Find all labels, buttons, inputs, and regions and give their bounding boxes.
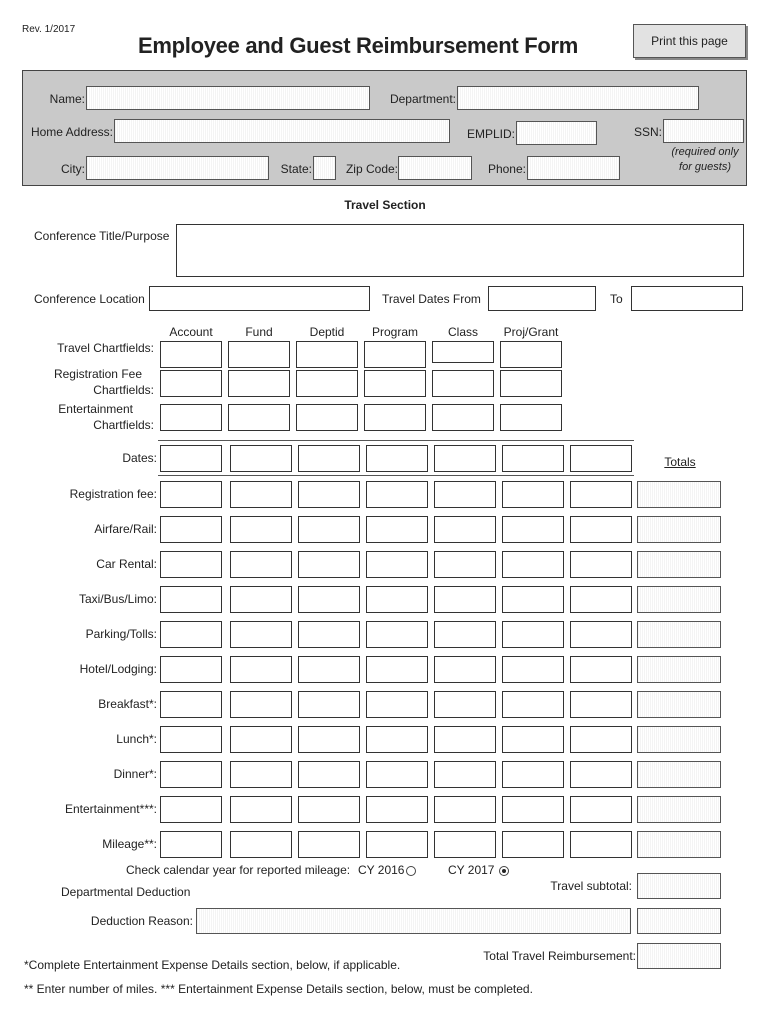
department-field[interactable] bbox=[457, 86, 699, 110]
chartfield-cell[interactable] bbox=[500, 404, 562, 431]
expense-cell[interactable] bbox=[160, 796, 222, 823]
expense-cell[interactable] bbox=[434, 586, 496, 613]
expense-total-cell[interactable] bbox=[637, 831, 721, 858]
expense-cell[interactable] bbox=[230, 621, 292, 648]
expense-cell[interactable] bbox=[298, 621, 360, 648]
phone-field[interactable] bbox=[527, 156, 620, 180]
expense-cell[interactable] bbox=[230, 516, 292, 543]
expense-total-cell[interactable] bbox=[637, 516, 721, 543]
home-address-field[interactable] bbox=[114, 119, 450, 143]
expense-cell[interactable] bbox=[570, 831, 632, 858]
ssn-note bbox=[660, 145, 750, 175]
expense-cell[interactable] bbox=[366, 516, 428, 543]
travel-dates-from-label: Travel Dates From bbox=[382, 292, 481, 306]
travel-subtotal-label: Travel subtotal: bbox=[550, 879, 632, 893]
expense-cell[interactable] bbox=[366, 481, 428, 508]
departmental-deduction-label: Departmental Deduction bbox=[61, 885, 191, 899]
column-header-account: Account bbox=[169, 325, 213, 339]
phone-label: Phone: bbox=[487, 162, 526, 176]
expense-row-label: Entertainment***: bbox=[64, 802, 157, 816]
expense-cell[interactable] bbox=[230, 761, 292, 788]
expense-cell[interactable] bbox=[434, 516, 496, 543]
expense-cell[interactable] bbox=[434, 551, 496, 578]
expense-cell[interactable] bbox=[230, 551, 292, 578]
travel-chartfields-label: Travel Chartfields: bbox=[57, 341, 154, 355]
department-label: Department: bbox=[389, 92, 456, 106]
chartfield-cell[interactable] bbox=[500, 341, 562, 368]
expense-cell[interactable] bbox=[502, 691, 564, 718]
expense-cell[interactable] bbox=[502, 481, 564, 508]
expense-cell[interactable] bbox=[570, 726, 632, 753]
expense-cell[interactable] bbox=[230, 656, 292, 683]
expense-cell[interactable] bbox=[160, 691, 222, 718]
total-travel-reimbursement-field[interactable] bbox=[637, 943, 721, 969]
expense-cell[interactable] bbox=[298, 726, 360, 753]
expense-cell[interactable] bbox=[298, 516, 360, 543]
deduction-reason-label: Deduction Reason: bbox=[90, 914, 193, 928]
expense-total-cell[interactable] bbox=[637, 691, 721, 718]
expense-total-cell[interactable] bbox=[637, 656, 721, 683]
expense-total-cell[interactable] bbox=[637, 796, 721, 823]
date-cell[interactable] bbox=[366, 445, 428, 472]
form-title: Employee and Guest Reimbursement Form bbox=[138, 33, 579, 58]
expense-cell[interactable] bbox=[502, 551, 564, 578]
chartfield-cell[interactable] bbox=[296, 370, 358, 397]
expense-cell[interactable] bbox=[230, 796, 292, 823]
expense-cell[interactable] bbox=[502, 586, 564, 613]
expense-cell[interactable] bbox=[502, 761, 564, 788]
chartfield-cell[interactable] bbox=[432, 404, 494, 431]
expense-cell[interactable] bbox=[570, 621, 632, 648]
date-cell[interactable] bbox=[502, 445, 564, 472]
conference-location-field[interactable] bbox=[149, 286, 370, 311]
departmental-deduction-field[interactable] bbox=[637, 908, 721, 934]
expense-cell[interactable] bbox=[366, 691, 428, 718]
ssn-field[interactable] bbox=[663, 119, 744, 143]
expense-total-cell[interactable] bbox=[637, 586, 721, 613]
expense-cell[interactable] bbox=[160, 831, 222, 858]
expense-cell[interactable] bbox=[434, 796, 496, 823]
zip-label: Zip Code: bbox=[345, 162, 398, 176]
divider-bottom bbox=[158, 475, 634, 476]
column-header-fund: Fund bbox=[245, 325, 273, 339]
chartfield-cell[interactable] bbox=[296, 404, 358, 431]
expense-row-label: Dinner*: bbox=[113, 767, 157, 781]
expense-cell[interactable] bbox=[366, 621, 428, 648]
chartfield-cell[interactable] bbox=[364, 341, 426, 368]
expense-cell[interactable] bbox=[502, 796, 564, 823]
totals-label: Totals bbox=[664, 455, 696, 469]
chartfield-cell[interactable] bbox=[228, 404, 290, 431]
name-field[interactable] bbox=[86, 86, 370, 110]
expense-cell[interactable] bbox=[570, 761, 632, 788]
zip-field[interactable] bbox=[398, 156, 472, 180]
column-header-deptid: Deptid bbox=[309, 325, 345, 339]
date-cell[interactable] bbox=[570, 445, 632, 472]
emplid-label: EMPLID: bbox=[466, 127, 515, 141]
deduction-reason-field[interactable] bbox=[196, 908, 631, 934]
expense-cell[interactable] bbox=[502, 831, 564, 858]
expense-cell[interactable] bbox=[160, 551, 222, 578]
state-field[interactable] bbox=[313, 156, 336, 180]
expense-cell[interactable] bbox=[230, 586, 292, 613]
expense-cell[interactable] bbox=[298, 831, 360, 858]
expense-cell[interactable] bbox=[160, 656, 222, 683]
cy2016-radio[interactable] bbox=[406, 866, 416, 876]
registration-fee-chartfields-label2: Chartfields: bbox=[93, 383, 154, 397]
expense-cell[interactable] bbox=[570, 481, 632, 508]
footnote-miles: ** Enter number of miles. *** Entertainment Expense Details section, below, must be completed. bbox=[24, 982, 533, 996]
expense-cell[interactable] bbox=[160, 726, 222, 753]
date-cell[interactable] bbox=[434, 445, 496, 472]
expense-cell[interactable] bbox=[502, 656, 564, 683]
expense-total-cell[interactable] bbox=[637, 761, 721, 788]
ssn-note-line2: for guests) bbox=[679, 161, 731, 173]
expense-cell[interactable] bbox=[366, 551, 428, 578]
chartfield-cell[interactable] bbox=[364, 404, 426, 431]
expense-row-label: Parking/Tolls: bbox=[85, 627, 157, 641]
travel-section-heading: Travel Section bbox=[344, 198, 426, 212]
conference-title-label: Conference Title/Purpose bbox=[34, 229, 170, 243]
expense-cell[interactable] bbox=[502, 516, 564, 543]
date-cell[interactable] bbox=[298, 445, 360, 472]
travel-date-from-field[interactable] bbox=[488, 286, 596, 311]
state-label: State: bbox=[280, 162, 312, 176]
expense-cell[interactable] bbox=[434, 726, 496, 753]
expense-row-label: Breakfast*: bbox=[98, 697, 157, 711]
chartfield-cell[interactable] bbox=[296, 341, 358, 368]
chartfield-cell[interactable] bbox=[160, 370, 222, 397]
expense-cell[interactable] bbox=[502, 726, 564, 753]
dates-label: Dates: bbox=[122, 451, 157, 465]
expense-cell[interactable] bbox=[434, 761, 496, 788]
conference-title-field[interactable] bbox=[176, 224, 744, 277]
entertainment-chartfields-label: Entertainment bbox=[58, 402, 133, 416]
expense-total-cell[interactable] bbox=[637, 621, 721, 648]
footnote-entertainment: *Complete Entertainment Expense Details section, below, if applicable. bbox=[24, 958, 401, 972]
print-button[interactable]: Print this page bbox=[633, 24, 746, 58]
ssn-note-line1: (required only bbox=[671, 146, 739, 158]
expense-cell[interactable] bbox=[434, 831, 496, 858]
expense-cell[interactable] bbox=[366, 726, 428, 753]
expense-cell[interactable] bbox=[570, 586, 632, 613]
expense-row-label: Taxi/Bus/Limo: bbox=[78, 592, 157, 606]
expense-cell[interactable] bbox=[298, 551, 360, 578]
expense-cell[interactable] bbox=[298, 691, 360, 718]
expense-cell[interactable] bbox=[434, 481, 496, 508]
expense-cell[interactable] bbox=[570, 551, 632, 578]
expense-cell[interactable] bbox=[366, 761, 428, 788]
expense-cell[interactable] bbox=[434, 621, 496, 648]
expense-cell[interactable] bbox=[570, 796, 632, 823]
expense-cell[interactable] bbox=[160, 586, 222, 613]
cy2017-label: CY 2017 bbox=[448, 863, 495, 877]
expense-total-cell[interactable] bbox=[637, 481, 721, 508]
expense-cell[interactable] bbox=[570, 656, 632, 683]
expense-cell[interactable] bbox=[570, 516, 632, 543]
chartfield-cell[interactable] bbox=[228, 341, 290, 368]
cy2017-radio[interactable] bbox=[499, 866, 509, 876]
divider-top bbox=[158, 440, 634, 441]
expense-total-cell[interactable] bbox=[637, 726, 721, 753]
expense-cell[interactable] bbox=[366, 586, 428, 613]
travel-date-to-field[interactable] bbox=[631, 286, 743, 311]
mileage-year-prompt: Check calendar year for reported mileage: bbox=[126, 863, 351, 877]
travel-dates-to-label: To bbox=[610, 292, 623, 306]
expense-cell[interactable] bbox=[298, 761, 360, 788]
expense-row-label: Registration fee: bbox=[69, 487, 157, 501]
expense-cell[interactable] bbox=[570, 691, 632, 718]
entertainment-chartfields-label2: Chartfields: bbox=[93, 418, 154, 432]
registration-fee-chartfields-label: Registration Fee bbox=[53, 367, 142, 381]
date-cell[interactable] bbox=[230, 445, 292, 472]
column-header-proj-grant: Proj/Grant bbox=[503, 325, 559, 339]
city-label: City: bbox=[61, 162, 85, 176]
expense-cell[interactable] bbox=[298, 796, 360, 823]
expense-cell[interactable] bbox=[434, 691, 496, 718]
travel-subtotal-field[interactable] bbox=[637, 873, 721, 899]
expense-cell[interactable] bbox=[160, 621, 222, 648]
expense-row-label: Mileage**: bbox=[102, 837, 157, 851]
ssn-label: SSN: bbox=[633, 125, 662, 139]
revision-label: Rev. 1/2017 bbox=[22, 24, 76, 35]
chartfield-cell[interactable] bbox=[228, 370, 290, 397]
total-travel-reimbursement-label: Total Travel Reimbursement: bbox=[483, 949, 636, 963]
chartfield-cell[interactable] bbox=[160, 341, 222, 368]
emplid-field[interactable] bbox=[516, 121, 597, 145]
name-label: Name: bbox=[49, 92, 85, 106]
chartfield-cell[interactable] bbox=[160, 404, 222, 431]
column-header-class: Class bbox=[447, 325, 478, 339]
chartfield-cell[interactable] bbox=[432, 370, 494, 397]
cy2016-label: CY 2016 bbox=[358, 863, 405, 877]
expense-cell[interactable] bbox=[298, 586, 360, 613]
date-cell[interactable] bbox=[160, 445, 222, 472]
expense-cell[interactable] bbox=[230, 831, 292, 858]
expense-row-label: Car Rental: bbox=[96, 557, 157, 571]
expense-cell[interactable] bbox=[366, 656, 428, 683]
expense-cell[interactable] bbox=[230, 481, 292, 508]
chartfield-cell[interactable] bbox=[500, 370, 562, 397]
expense-cell[interactable] bbox=[434, 656, 496, 683]
expense-cell[interactable] bbox=[160, 516, 222, 543]
expense-cell[interactable] bbox=[366, 796, 428, 823]
expense-cell[interactable] bbox=[230, 691, 292, 718]
expense-row-label: Lunch*: bbox=[116, 732, 157, 746]
expense-row-label: Airfare/Rail: bbox=[94, 522, 157, 536]
expense-cell[interactable] bbox=[160, 481, 222, 508]
expense-cell[interactable] bbox=[230, 726, 292, 753]
expense-cell[interactable] bbox=[160, 761, 222, 788]
home-address-label: Home Address: bbox=[30, 125, 113, 139]
expense-row-label: Hotel/Lodging: bbox=[79, 662, 157, 676]
chartfield-cell[interactable] bbox=[364, 370, 426, 397]
expense-cell[interactable] bbox=[502, 621, 564, 648]
conference-location-label: Conference Location bbox=[34, 292, 145, 306]
city-field[interactable] bbox=[86, 156, 269, 180]
column-header-program: Program bbox=[371, 325, 418, 339]
chartfield-cell[interactable] bbox=[432, 341, 494, 363]
expense-cell[interactable] bbox=[298, 481, 360, 508]
expense-total-cell[interactable] bbox=[637, 551, 721, 578]
expense-cell[interactable] bbox=[298, 656, 360, 683]
expense-cell[interactable] bbox=[366, 831, 428, 858]
